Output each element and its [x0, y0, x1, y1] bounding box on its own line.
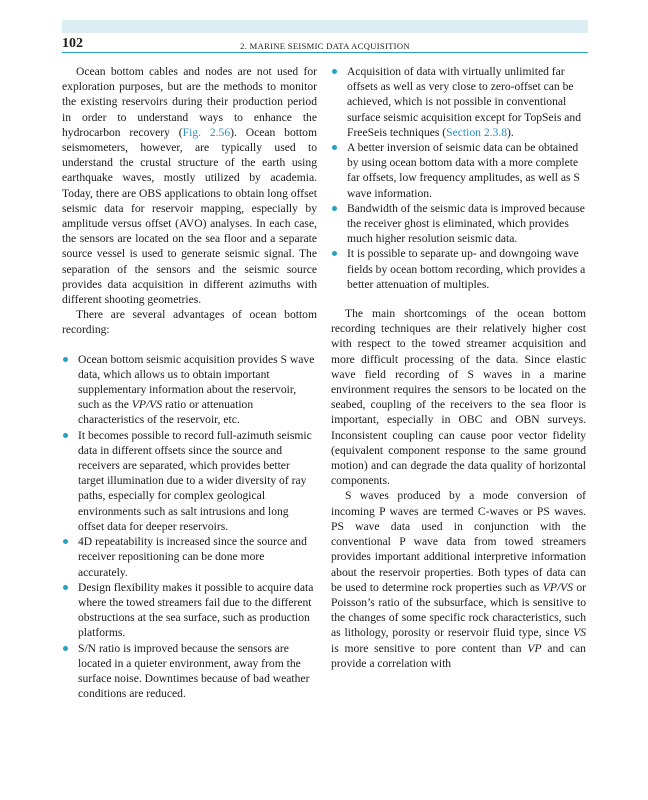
paragraph-s-waves: [331, 488, 586, 670]
section-link[interactable]: Section 2.3.8: [446, 125, 508, 139]
list-item: Design flexibility makes it possible to acquire data where the towed streamers fail due to the different obstructions at the sea surface, such as production platforms.: [62, 580, 317, 641]
right-column: [331, 64, 586, 671]
text-run: Acquisition of data with virtually unlimited far offsets as well as very close to zero-offset can be achieved, which is not possible in conventional surface seismic acquisition except for TopSeis and FreeSeis techniques (: [347, 65, 582, 139]
text-run: and can provide a correlation with: [331, 641, 586, 670]
list-item: Bandwidth of the seismic data is improved because the receiver ghost is eliminated, which provides much higher resolution seismic data.: [331, 201, 586, 247]
list-item: 4D repeatability is increased since the source and receiver repositioning can be done more accurately.: [62, 534, 317, 580]
list-item: [331, 64, 586, 140]
figure-link[interactable]: Fig. 2.56: [182, 125, 231, 139]
text-run: is more sensitive to pore content than: [331, 641, 528, 655]
list-item: It is possible to separate up- and downgoing wave fields by ocean bottom recording, which provides a better attenuation of multiples.: [331, 246, 586, 292]
text-run: ). Ocean bottom seismometers, however, are typically used to understand the crustal structure of the earth using earthquake waves, mostly utilized by academia. Today, there are OBS applications to obtain long offset seismic data for reservoir mapping, especially by amplitude versus offset (AVO) analyses. In each case, the sensors are located on the sea floor and a separate source vessel is used to generate seismic signal. The separation of the sensors and the seismic source provides data acquisition in different azimuths with different shooting geometries.: [62, 125, 317, 307]
list-item: It becomes possible to record full-azimuth seismic data in different offsets since the source and receivers are separated, which provides better target illumination due to a wider diversity of ray paths, especially for complex geological environments such as salt intrusions and long offset data for deeper reservoirs.: [62, 428, 317, 534]
paragraph-advantages-intro: There are several advantages of ocean bottom recording:: [62, 308, 317, 337]
text-run: Ocean bottom seismic acquisition provides S wave data, which allows us to obtain important supplementary information about the reservoir, such as the: [78, 352, 315, 412]
header-band: [62, 20, 588, 33]
list-item: [62, 352, 317, 428]
vp-vs-ratio: VP/VS: [542, 580, 574, 594]
page-number: 102: [62, 36, 83, 51]
paragraph-ocean-bottom-cables: [62, 64, 317, 307]
list-item: S/N ratio is improved because the sensors are located in a quieter environment, away from the surface noise. Downtimes because of bad weather conditions are reduced.: [62, 641, 317, 702]
advantages-list: [62, 352, 317, 702]
text-run: ).: [507, 125, 514, 139]
spacer: [331, 292, 586, 306]
paragraph-shortcomings: The main shortcomings of the ocean bottom recording techniques are their relatively higher cost with respect to the towed streamer acquisition and more difficult processing of the data. Since elastic wave field recording of S waves in a marine environment requires the sensors to be located on the seabed, coupling of the receivers to the sea floor is important, especially in OBC and OBN surveys. Inconsistent coupling can cause poor vector fidelity (equivalent component response to the same ground motion) and can degrade the data quality of horizontal components.: [331, 307, 586, 488]
text-run: ratio or attenuation characteristics of the reservoir, etc.: [78, 398, 254, 427]
vp-symbol: VP: [527, 641, 542, 655]
header-rule: [62, 52, 588, 53]
spacer: [62, 338, 317, 352]
advantages-list-continued: [331, 64, 586, 292]
text-run: Ocean bottom cables and nodes are not used for exploration purposes, but are the methods to monitor the existing reservoirs during their production period in order to understand ways to enhance the hydrocarbon recovery (: [62, 65, 317, 139]
vp-vs-ratio: VP/VS: [131, 398, 163, 412]
text-run: S waves produced by a mode conversion of incoming P waves are termed C-waves or PS waves. PS wave data used in conjunction with the conventional P wave data from towed streamers provides important additional interpretive information about the reservoir properties. Both types of data can be used to determine rock properties such as: [331, 489, 586, 594]
list-item: A better inversion of seismic data can be obtained by using ocean bottom data with a more complete far offsets, low frequency amplitudes, as well as S wave information.: [331, 140, 586, 201]
running-head: 2. MARINE SEISMIC DATA ACQUISITION: [240, 41, 410, 51]
left-column: [62, 64, 317, 701]
text-run: or Poisson’s ratio of the subsurface, which is sensitive to the changes of some specific rock characteristics, such as lithology, porosity or reservoir fluid type, since: [331, 580, 586, 640]
vs-symbol: VS: [573, 626, 586, 640]
